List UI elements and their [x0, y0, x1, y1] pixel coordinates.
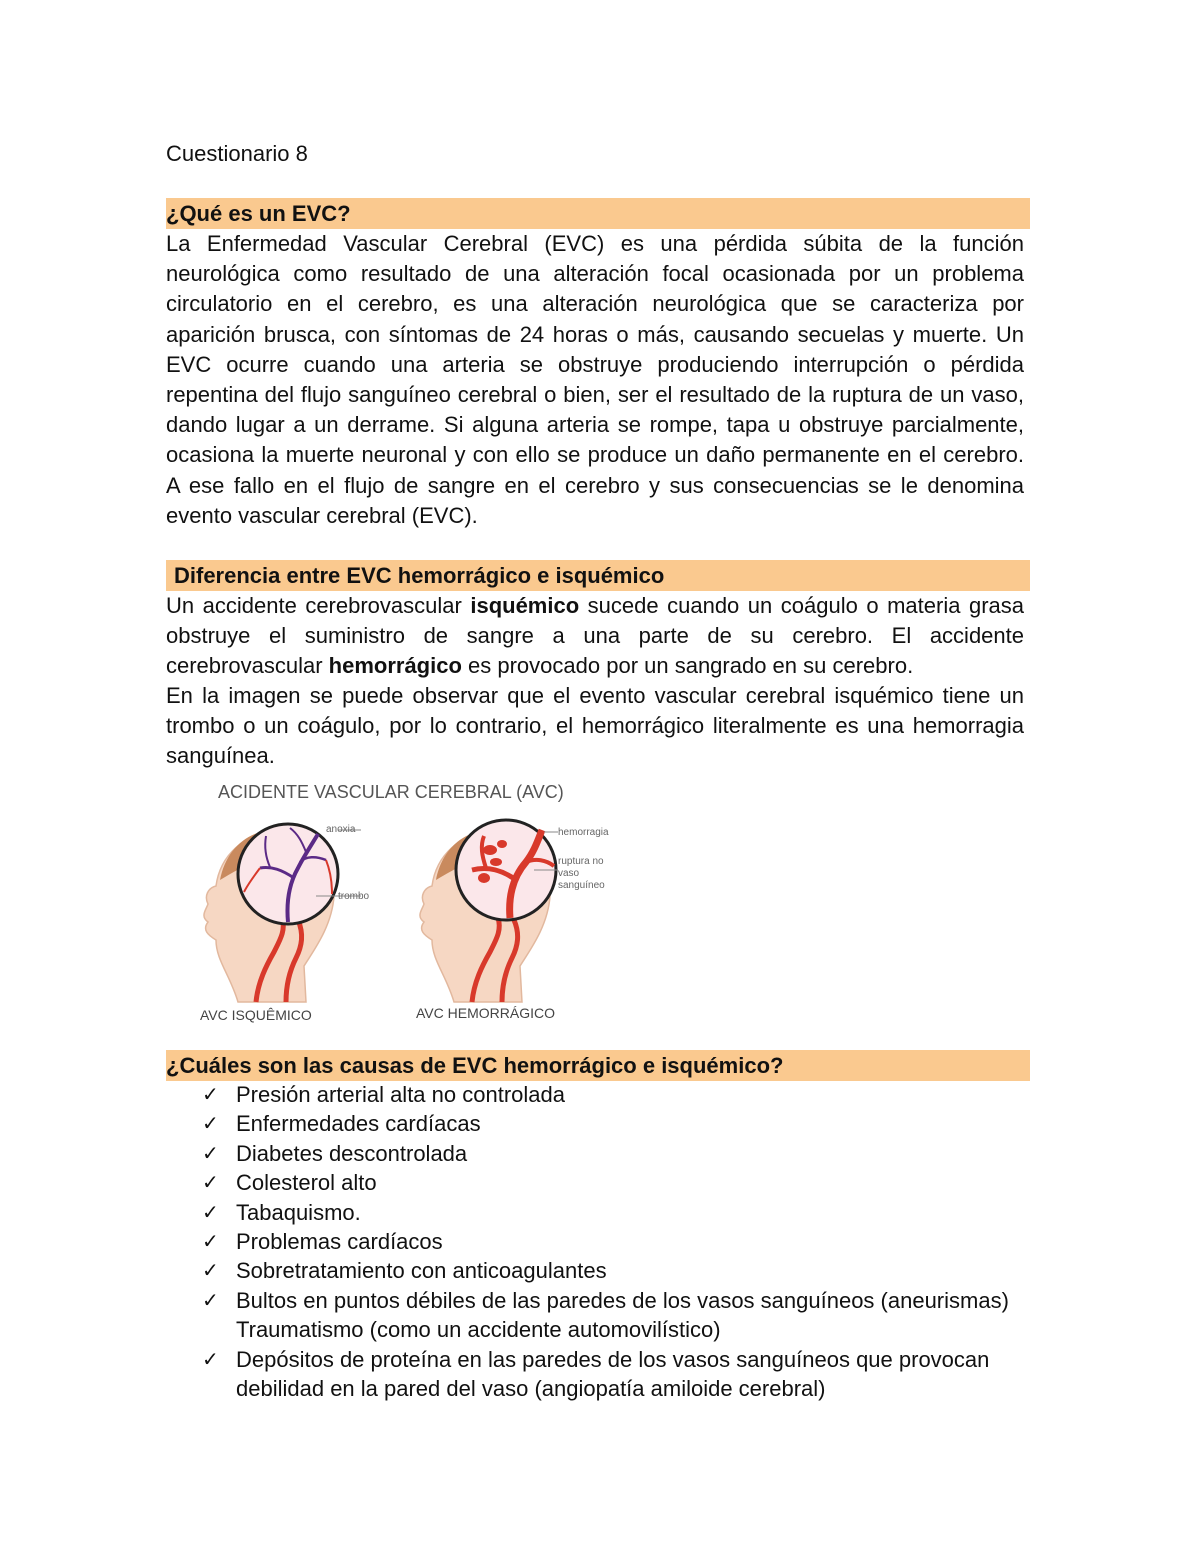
list-item-text: Problemas cardíacos — [236, 1229, 443, 1255]
paragraph-what-is-evc: La Enfermedad Vascular Cerebral (EVC) es una pérdida súbita de la función neurológica como resultado de una alteración focal ocasionada por un problema circulatorio en el cerebro, es una alteración neurológica que se caracteriza por aparición brusca, con síntomas de 24 horas o más, causando secuelas y muerte. Un EVC ocurre cuando una arteria se obstruye produciendo interrupción o pérdida repentina del flujo sanguíneo cerebral o bien, ser el resultado de la ruptura de un vaso, dando lugar a un derrame. Si alguna arteria se rompe, tapa u obstruye parcialmente, ocasiona la muerte neuronal y con ello se produce un daño permanente en el cerebro. A ese fallo en el flujo de sangre en el cerebro y sus consecuencias se le denomina evento vascular cerebral (EVC). — [166, 231, 1024, 528]
text-segment: sucede cuando un coágulo o materia grasa obstruye el suministro de sangre a una parte de su cerebro. El accidente cerebrovascular — [166, 593, 1024, 679]
bold-term-ischemic: isquémico — [470, 593, 580, 618]
label-hemorrhage: hemorragia — [558, 827, 609, 838]
label-thrombus: trombo — [338, 891, 370, 902]
checkmark-icon: ✓ — [202, 1082, 219, 1106]
list-item — [202, 1198, 1022, 1227]
checkmark-icon: ✓ — [202, 1111, 219, 1136]
checkmark-icon: ✓ — [202, 1229, 219, 1254]
head-ischemic-illustration — [204, 824, 370, 1002]
list-item-text: Colesterol alto — [236, 1170, 377, 1196]
text-segment: es provocado por un sangrado en su cerebro. — [461, 653, 914, 679]
label-rupture-line-1: ruptura no — [558, 856, 604, 867]
list-item-text: Bultos en puntos débiles de las paredes de los vasos sanguíneos (aneurismas) Traumatismo (como un accidente automovilístico) — [236, 1287, 1009, 1343]
label-anoxia: anoxia — [326, 824, 356, 835]
checkmark-icon: ✓ — [202, 1170, 219, 1195]
list-item — [202, 1345, 1022, 1404]
label-rupture-line-3: sanguíneo — [558, 880, 605, 891]
list-item-text: Tabaquismo. — [236, 1199, 361, 1225]
list-item — [202, 1256, 1022, 1285]
bold-term-hemorrhagic: hemorrágico — [328, 653, 462, 679]
heading-difference: Diferencia entre EVC hemorrágico e isquémico — [174, 563, 665, 588]
list-item — [202, 1080, 1022, 1109]
list-item-text: Diabetes descontrolada — [236, 1140, 468, 1166]
checkmark-icon: ✓ — [202, 1258, 219, 1283]
stroke-illustration-svg — [186, 770, 636, 1032]
checkmark-icon: ✓ — [202, 1140, 219, 1165]
caption-hemorrhagic: AVC HEMORRÁGICO — [416, 1005, 555, 1021]
causes-list — [202, 1080, 1022, 1403]
figure-title: ACIDENTE VASCULAR CEREBRAL (AVC) — [218, 782, 564, 802]
heading-causes: ¿Cuáles son las causas de EVC hemorrágico e isquémico? — [166, 1053, 784, 1078]
list-item-text: Sobretratamiento con anticoagulantes — [236, 1258, 607, 1284]
list-item — [202, 1168, 1022, 1197]
paragraph-image-description: En la imagen se puede observar que el evento vascular cerebral isquémico tiene un trombo o un coágulo, por lo contrario, el hemorrágico literalmente es una hemorragia sanguínea. — [166, 683, 1024, 769]
paragraph-difference — [166, 591, 1024, 682]
stroke-illustration — [186, 770, 636, 1032]
caption-ischemic: AVC ISQUÊMICO — [200, 1007, 312, 1023]
list-item — [202, 1139, 1022, 1168]
text-segment: Un accidente cerebrovascular — [166, 593, 471, 618]
checkmark-icon: ✓ — [202, 1287, 219, 1312]
heading-what-is-evc: ¿Qué es un EVC? — [166, 201, 351, 226]
checkmark-icon: ✓ — [202, 1199, 219, 1224]
list-item — [202, 1286, 1022, 1345]
head-hemorrhagic-illustration — [420, 820, 609, 1002]
list-item — [202, 1109, 1022, 1138]
list-item — [202, 1227, 1022, 1256]
list-item-text: Enfermedades cardíacas — [236, 1111, 481, 1137]
label-rupture-line-2: vaso — [558, 868, 580, 879]
list-item-text: Presión arterial alta no controlada — [236, 1082, 565, 1107]
checkmark-icon: ✓ — [202, 1346, 219, 1371]
document-title: Cuestionario 8 — [166, 141, 308, 166]
list-item-text: Depósitos de proteína en las paredes de los vasos sanguíneos que provocan debilidad en la pared del vaso (angiopatía amiloide cerebral) — [236, 1346, 990, 1402]
